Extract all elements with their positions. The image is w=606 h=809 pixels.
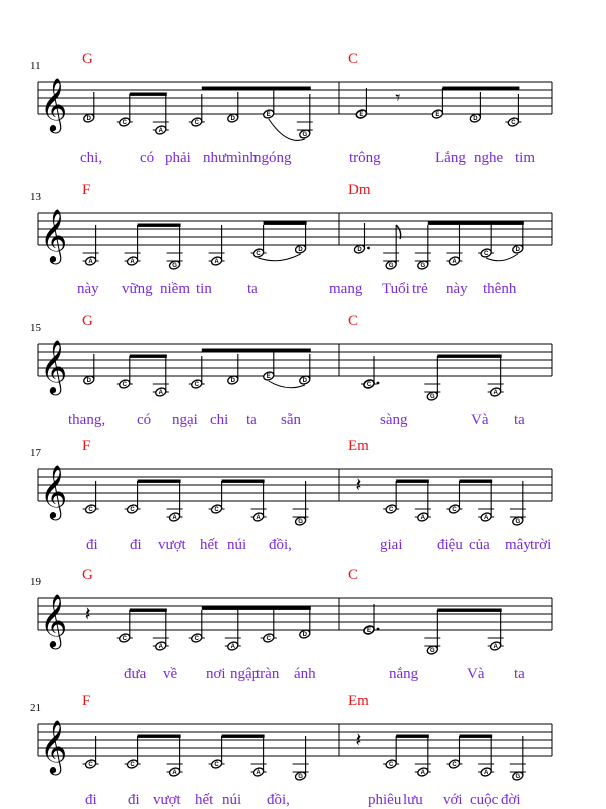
chord-symbol: C	[348, 567, 359, 583]
lyric-syllable: hết	[195, 792, 214, 808]
beam	[460, 480, 493, 483]
lyric-syllable: trẻ	[412, 281, 428, 297]
lyric-syllable: ánh	[294, 666, 316, 682]
lyric-syllable: tin	[196, 281, 212, 297]
chord-symbol: F	[82, 693, 91, 709]
treble-clef-icon: 𝄞	[40, 593, 68, 647]
treble-clef-icon: 𝄞	[40, 464, 68, 518]
note-letter: A	[483, 515, 489, 522]
note-letter: C	[122, 382, 127, 389]
lyric-syllable: cuộc	[470, 792, 499, 808]
beam	[437, 609, 501, 612]
lyric-syllable: niềm	[160, 281, 190, 297]
note-letter: C	[194, 382, 199, 389]
lyric-syllable: điệu	[437, 537, 463, 553]
chord-symbol: C	[348, 51, 359, 67]
lyric-syllable: hết	[200, 537, 219, 553]
treble-clef-icon: 𝄞	[40, 208, 68, 262]
note-letter: E	[266, 374, 271, 381]
system-19	[30, 567, 552, 682]
lyric-syllable: mình	[226, 150, 257, 166]
chord-symbol: G	[82, 51, 93, 67]
beam	[428, 222, 524, 225]
lyric-syllable: ngập	[230, 666, 260, 682]
note-letter: A	[483, 770, 489, 777]
note-letter: G	[429, 394, 435, 401]
note-letter: G	[298, 519, 303, 526]
measure-number: 15	[30, 322, 41, 334]
chord-symbol: F	[82, 438, 91, 454]
note-letter: G	[420, 263, 426, 270]
lyric-syllable: này	[77, 281, 99, 297]
beam	[396, 480, 429, 483]
note-letter: C	[214, 507, 219, 514]
lyric-syllable: này	[446, 281, 468, 297]
note-letter: C	[130, 762, 135, 769]
note-letter: A	[452, 259, 457, 266]
note-letter: G	[388, 263, 394, 270]
note-letter: A	[493, 390, 498, 397]
lyric-syllable: chi,	[80, 150, 103, 166]
lyric-syllable: mang	[329, 281, 363, 297]
systems-layer	[30, 51, 552, 808]
slur	[486, 254, 518, 261]
note-letter: C	[483, 251, 489, 258]
note-letter: G	[302, 132, 308, 139]
beam	[442, 87, 519, 90]
note-letter: C	[266, 636, 271, 643]
beam	[264, 222, 307, 225]
note-letter: A	[172, 770, 177, 777]
note-letter: C	[452, 762, 457, 769]
note-letter: C	[122, 120, 127, 127]
note-letter: D	[473, 116, 478, 123]
note-letter: A	[420, 770, 426, 777]
note-letter: D	[230, 116, 235, 123]
note-letter: A	[158, 128, 163, 135]
lyric-syllable: chi	[210, 412, 229, 428]
measure-number: 21	[30, 702, 41, 714]
treble-clef-icon: 𝄞	[40, 719, 68, 773]
beam	[130, 355, 167, 358]
rest-icon: 𝄾	[395, 87, 401, 109]
lyric-syllable: đi	[85, 792, 97, 808]
measure-number: 11	[30, 60, 41, 72]
note-letter: A	[256, 515, 261, 522]
note-letter: D	[298, 247, 303, 254]
lyric-syllable: ngóng	[254, 150, 292, 166]
note-letter: C	[366, 382, 372, 389]
beam	[396, 735, 429, 738]
beam	[222, 480, 265, 483]
system-21	[30, 693, 552, 808]
beam	[202, 607, 311, 610]
chord-symbol: Em	[348, 693, 369, 709]
lyric-syllable: như	[203, 150, 227, 166]
slur	[259, 254, 301, 261]
lyric-syllable: lưu	[403, 792, 423, 808]
lyric-syllable: của	[469, 537, 490, 553]
beam	[130, 609, 167, 612]
note-letter: E	[266, 112, 271, 119]
note-letter: G	[298, 774, 303, 781]
note-letter: C	[388, 507, 394, 514]
note-letter: D	[230, 378, 235, 385]
beam	[202, 87, 311, 90]
system-17	[30, 438, 552, 553]
beam	[202, 349, 311, 352]
note-letter: C	[88, 762, 93, 769]
lyric-syllable: đưa	[124, 666, 147, 682]
lyric-syllable: với	[443, 792, 463, 808]
note-letter: A	[214, 259, 219, 266]
lyric-syllable: trời	[530, 537, 552, 553]
note-letter: A	[230, 644, 235, 651]
note-letter: G	[172, 263, 177, 270]
measure-number: 19	[30, 576, 41, 588]
note-letter: A	[493, 644, 498, 651]
lyric-syllable: tim	[515, 150, 536, 166]
lyric-syllable: đồi,	[267, 792, 290, 808]
chord-symbol: G	[82, 313, 93, 329]
lyric-syllable: đi	[130, 537, 142, 553]
chord-symbol: F	[82, 182, 91, 198]
chord-symbol: C	[348, 313, 359, 329]
system-15	[30, 313, 552, 428]
note-letter: G	[515, 519, 521, 526]
lyric-syllable: vượt	[153, 792, 181, 808]
note-letter: A	[158, 390, 163, 397]
lyric-syllable: phiêu	[368, 792, 402, 808]
beam	[138, 224, 181, 227]
lyric-syllable: ta	[514, 666, 525, 682]
lyric-syllable: tràn	[256, 666, 280, 682]
augmentation-dot	[377, 628, 380, 631]
beam	[437, 355, 501, 358]
note-letter: G	[429, 648, 435, 655]
lyric-syllable: nắng	[389, 666, 419, 682]
lyric-syllable: ta	[514, 412, 525, 428]
note-letter: D	[302, 378, 307, 385]
measure-number: 13	[30, 191, 41, 203]
note-letter: A	[158, 644, 163, 651]
note-letter: D	[357, 247, 362, 254]
lyric-syllable: đồi,	[269, 537, 292, 553]
lyric-syllable: đi	[86, 537, 98, 553]
note-letter: E	[435, 112, 440, 119]
rest-icon: 𝄽	[355, 474, 362, 496]
note-letter: D	[302, 632, 307, 639]
augmentation-dot	[367, 247, 370, 250]
lyric-syllable: ngại	[172, 412, 198, 428]
lyric-syllable: sẵn	[281, 412, 301, 428]
system-13	[30, 182, 552, 297]
treble-clef-icon: 𝄞	[40, 77, 68, 131]
note-letter: A	[256, 770, 261, 777]
lyric-syllable: đời	[501, 792, 521, 808]
note-letter: A	[172, 515, 177, 522]
note-letter: C	[452, 507, 457, 514]
chord-symbol: Dm	[348, 182, 371, 198]
lyric-syllable: trông	[349, 150, 381, 166]
note-letter: C	[130, 507, 135, 514]
lyric-syllable: đi	[128, 792, 140, 808]
note-letter: D	[86, 116, 91, 123]
lyric-syllable: phải	[165, 150, 191, 166]
lyric-syllable: ta	[246, 412, 257, 428]
beam	[130, 93, 167, 96]
beam	[222, 735, 265, 738]
note-letter: D	[515, 247, 521, 254]
lyric-syllable: vững	[122, 281, 153, 297]
note-letter: C	[511, 120, 516, 127]
lyric-syllable: có	[140, 150, 155, 166]
note-letter: C	[388, 762, 394, 769]
lyric-syllable: nơi	[206, 666, 226, 682]
system-11	[30, 51, 552, 166]
lyric-syllable: núi	[222, 792, 242, 808]
measure-number: 17	[30, 447, 41, 459]
augmentation-dot	[377, 382, 380, 385]
beam	[460, 735, 493, 738]
note-letter: C	[122, 636, 127, 643]
lyric-syllable: Lắng	[435, 150, 466, 166]
note-letter: E	[359, 112, 364, 119]
lyric-syllable: núi	[227, 537, 247, 553]
beam	[138, 735, 181, 738]
note-letter: A	[130, 259, 135, 266]
treble-clef-icon: 𝄞	[40, 339, 68, 393]
lyric-syllable: vượt	[158, 537, 186, 553]
lyric-syllable: mây	[505, 537, 531, 553]
rest-icon: 𝄽	[84, 603, 91, 625]
lyric-syllable: nghe	[474, 150, 504, 166]
note-letter: D	[86, 378, 91, 385]
lyric-syllable: thênh	[483, 281, 517, 297]
lyric-syllable: giai	[380, 537, 403, 553]
rest-icon: 𝄽	[355, 729, 362, 751]
chord-symbol: Em	[348, 438, 369, 454]
lyric-syllable: Tuổi	[382, 281, 410, 297]
lyric-syllable: về	[163, 666, 178, 682]
lyric-syllable: Và	[467, 666, 485, 682]
note-letter: A	[420, 515, 426, 522]
lyric-syllable: Và	[471, 412, 489, 428]
beam	[138, 480, 181, 483]
lyric-syllable: sàng	[380, 412, 408, 428]
note-letter: C	[256, 251, 261, 258]
lyric-syllable: có	[137, 412, 152, 428]
note-letter: C	[194, 636, 199, 643]
note-letter: G	[515, 774, 521, 781]
note-letter: C	[194, 120, 199, 127]
note-letter: C	[88, 507, 93, 514]
note-letter: E	[366, 628, 372, 635]
note-letter: C	[214, 762, 219, 769]
note-letter: A	[88, 259, 93, 266]
chord-symbol: G	[82, 567, 93, 583]
lyric-syllable: ta	[247, 281, 258, 297]
lyric-syllable: thang,	[68, 412, 106, 428]
